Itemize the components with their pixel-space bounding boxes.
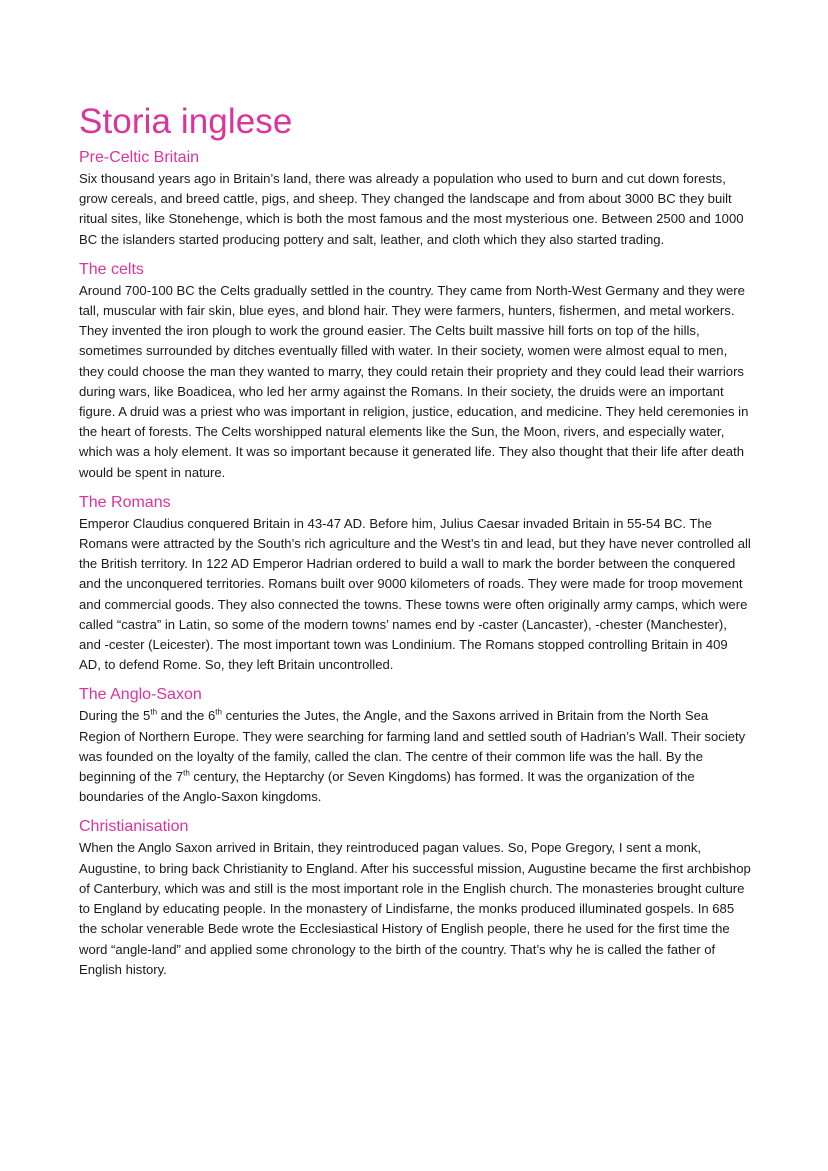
anglo-saxon-text-1: During the 5 <box>79 708 151 724</box>
ordinal-suffix: th <box>215 708 222 718</box>
section-heading-the-celts: The celts <box>79 260 144 278</box>
section-christianisation <box>79 817 751 979</box>
document-title: Storia inglese <box>79 102 293 141</box>
section-the-celts <box>79 260 751 483</box>
ordinal-suffix: th <box>150 708 158 718</box>
section-the-anglo-saxon <box>79 685 751 807</box>
section-body-the-romans: Emperor Claudius conquered Britain in 43-47 AD. Before him, Julius Caesar invaded Britain in 55-54 BC. The Romans were attracted by the South’s rich agriculture and the West’s tin and lead, but they have never controlled all the British territory. In 122 AD Emperor Hadrian ordered to build a wall to mark the border between the conquered and the unconquered territories. Romans built over 9000 kilometers of roads. They were made for troop movement and commercial goods. They also connected the towns. These towns were often originally army camps, which were called “castra” in Latin, so some of the modern towns’ names end by -caster (Lancaster), -chester (Manchester), and -cester (Leicester). The most important town was Londinium. The Romans stopped controlling Britain in 409 AD, to defend Rome. So, they left Britain uncontrolled. <box>79 515 751 673</box>
section-heading-christianisation: Christianisation <box>79 818 189 836</box>
anglo-saxon-text-3: centuries the Jutes, the Angle, and the Saxons arrived in Britain from the North Sea Region of Northern Europe. They were searching for farming land and settled south of Hadrian’s Wall. Their society was founded on the loyalty of the family, called the clan. The centre of their common life was the hall. By the beginning of the 7 <box>79 708 746 785</box>
section-heading-the-romans: The Romans <box>79 493 171 511</box>
anglo-saxon-text-4: century, the Heptarchy (or Seven Kingdoms) has formed. It was the organization of the boundaries of the Anglo-Saxon kingdoms. <box>79 769 695 805</box>
ordinal-suffix: th <box>183 768 190 778</box>
section-body-christianisation: When the Anglo Saxon arrived in Britain, they reintroduced pagan values. So, Pope Gregory, I sent a monk, Augustine, to bring back Christianity to England. After his successful mission, Augustine became the first archbishop of Canterbury, which was and still is the most important role in the English church. The monasteries brought culture to England by educating people. In the monastery of Lindisfarne, the monks produced illuminated gospels. In 685 the scholar venerable Bede wrote the Ecclesiastical History of English people, there he used for the first time the word “angle-land” and applied some chronology to the birth of the country. That’s why he is called the father of English history. <box>79 840 751 977</box>
section-body-pre-celtic-britain: Six thousand years ago in Britain’s land, there was already a population who used to burn and cut down forests, grow cereals, and breed cattle, pigs, and sheep. They changed the landscape and from about 3000 BC they built ritual sites, like Stonehenge, which is both the most famous and the most mysterious one. Between 2500 and 1000 BC the islanders started producing pottery and salt, leather, and cloth which they also started trading. <box>79 171 744 247</box>
section-body-the-anglo-saxon <box>79 706 751 807</box>
section-heading-the-anglo-saxon: The Anglo-Saxon <box>79 686 202 704</box>
anglo-saxon-text-2: and the 6 <box>157 708 216 724</box>
section-pre-celtic-britain <box>79 148 751 250</box>
document-page <box>79 100 751 990</box>
section-body-the-celts: Around 700-100 BC the Celts gradually settled in the country. They came from North-West Germany and they were tall, muscular with fair skin, blue eyes, and blond hair. They were farmers, hunters, fishermen, and metal workers. They invented the iron plough to work the ground easier. The Celts built massive hill forts on top of the hills, sometimes surrounded by ditches eventually filled with water. In their society, women were almost equal to men, they could choose the man they wanted to marry, they could retain their propriety and they could lead their warriors during wars, like Boadicea, who led her army against the Romans. In their society, the druids were an important figure. A druid was a priest who was important in religion, justice, education, and medicine. They held ceremonies in the heart of forests. The Celts worshipped natural elements like the Sun, the Moon, rivers, and especially water, which was a holy element. It was so important because it generated life. They also thought that their life after death would be spent in nature. <box>79 282 749 480</box>
section-heading-pre-celtic-britain: Pre-Celtic Britain <box>79 149 200 166</box>
section-the-romans <box>79 493 751 676</box>
